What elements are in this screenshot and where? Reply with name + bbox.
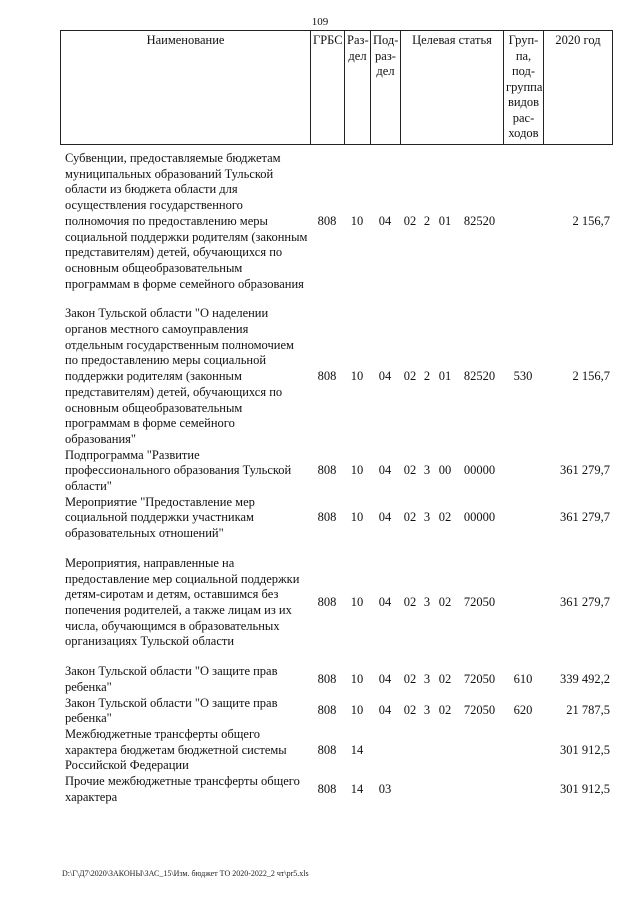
table-row <box>60 495 612 542</box>
row-expense-group <box>503 448 543 495</box>
row-expense-group <box>503 774 543 805</box>
row-name: Прочие межбюджетные трансферты общего характера <box>65 774 300 804</box>
row-expense-group: 530 <box>513 369 533 384</box>
row-amount: 361 279,7 <box>560 510 610 525</box>
file-path-footer: D:\Г\Д7\2020\ЗАКОНЫ\ЗАС_15\Изм. бюджет ТО 2020-2022_2 чт\pr5.xls <box>62 869 309 878</box>
row-expense-group: 620 <box>513 703 533 718</box>
row-target-subprogram: 3 <box>423 463 431 478</box>
row-target-program: 02 <box>403 213 417 228</box>
row-podrazdel <box>370 727 400 774</box>
row-target-subprogram: 2 <box>423 369 431 384</box>
row-name: Мероприятие "Предоставление мер социальной поддержки участникам образовательных отношений" <box>65 494 255 541</box>
row-razdel: 10 <box>350 671 364 686</box>
row-name: Подпрограмма "Развитие профессионального образования Тульской области" <box>65 447 292 494</box>
row-podrazdel: 04 <box>378 703 392 718</box>
row-expense-group <box>503 727 543 774</box>
row-grbs: 808 <box>317 742 337 757</box>
row-target-measure: 02 <box>438 703 452 718</box>
table-row <box>60 774 612 805</box>
row-razdel: 10 <box>350 463 364 478</box>
header-razdel: Раз-дел <box>345 31 371 145</box>
row-target-measure <box>434 774 456 805</box>
row-target-measure: 01 <box>438 213 452 228</box>
row-spacer <box>60 542 612 556</box>
row-name: Закон Тульской области "О защите прав ребенка" <box>65 695 278 726</box>
header-podrazdel: Под-раз-дел <box>371 31 401 145</box>
header-year-2020: 2020 год <box>544 31 613 145</box>
row-razdel: 10 <box>350 703 364 718</box>
row-grbs: 808 <box>317 781 337 796</box>
row-podrazdel: 04 <box>378 213 392 228</box>
row-razdel: 14 <box>350 742 364 757</box>
row-razdel: 14 <box>350 781 364 796</box>
row-target-program <box>400 727 420 774</box>
row-podrazdel: 03 <box>378 781 392 796</box>
row-spacer <box>60 292 612 306</box>
row-expense-group <box>503 556 543 650</box>
row-target-direction: 82520 <box>463 213 496 228</box>
row-podrazdel: 04 <box>378 369 392 384</box>
row-amount: 361 279,7 <box>560 595 610 610</box>
table-row <box>60 696 612 727</box>
row-target-measure: 02 <box>438 510 452 525</box>
row-podrazdel: 04 <box>378 671 392 686</box>
row-target-program: 02 <box>403 595 417 610</box>
row-name: Мероприятия, направленные на предоставление мер социальной поддержки детям-сиротам и детям, оставшимся без попечения родителей, а также лицам из их числа, обучающимся в образовательных организациях Тульской области <box>65 555 300 649</box>
row-podrazdel: 04 <box>378 463 392 478</box>
row-razdel: 10 <box>350 213 364 228</box>
row-expense-group: 610 <box>513 671 533 686</box>
row-target-direction: 72050 <box>463 671 496 686</box>
row-razdel: 10 <box>350 369 364 384</box>
row-grbs: 808 <box>317 369 337 384</box>
row-target-direction: 72050 <box>463 703 496 718</box>
row-grbs: 808 <box>317 703 337 718</box>
row-expense-group <box>503 151 543 292</box>
row-razdel: 10 <box>350 510 364 525</box>
row-target-direction <box>456 727 503 774</box>
row-target-subprogram <box>420 774 434 805</box>
table-row <box>60 727 612 774</box>
row-target-measure: 00 <box>438 463 452 478</box>
row-target-measure <box>434 727 456 774</box>
row-target-subprogram: 3 <box>423 595 431 610</box>
row-target-program: 02 <box>403 703 417 718</box>
row-expense-group <box>503 495 543 542</box>
row-amount: 2 156,7 <box>572 369 610 384</box>
row-target-program: 02 <box>403 463 417 478</box>
row-target-direction <box>456 774 503 805</box>
row-target-program: 02 <box>403 510 417 525</box>
row-amount: 301 912,5 <box>560 781 610 796</box>
row-name: Субвенции, предоставляемые бюджетам муниципальных образований Тульской области из бюджета области для осуществления государственного полномочия по предоставлению меры социальной поддержки родителям (законным представителям) детей, обучающихся по основным общеобразовательным программам в форме семейного образования <box>65 151 308 291</box>
row-target-program: 02 <box>403 369 417 384</box>
row-name: Закон Тульской области "О наделении органов местного самоуправления отдельным государственным полномочием по предоставлению меры социальной поддержки родителям (законным представителям) детей, обучающихся по основным общеобразовательным программам в форме семейного образования" <box>65 306 294 446</box>
header-grbs: ГРБС <box>311 31 345 145</box>
row-target-program <box>400 774 420 805</box>
row-target-subprogram: 3 <box>423 703 431 718</box>
row-target-measure: 02 <box>438 671 452 686</box>
page-number: 109 <box>311 16 329 28</box>
row-target-measure: 02 <box>438 595 452 610</box>
row-grbs: 808 <box>317 595 337 610</box>
row-amount: 301 912,5 <box>560 742 610 757</box>
row-target-subprogram: 2 <box>423 213 431 228</box>
row-name: Закон Тульской области "О защите прав ребенка" <box>65 664 278 694</box>
row-podrazdel: 04 <box>378 510 392 525</box>
row-podrazdel: 04 <box>378 595 392 610</box>
row-amount: 339 492,2 <box>560 671 610 686</box>
row-target-measure: 01 <box>438 369 452 384</box>
row-grbs: 808 <box>317 510 337 525</box>
row-razdel: 10 <box>350 595 364 610</box>
row-amount: 2 156,7 <box>572 213 610 228</box>
row-target-subprogram: 3 <box>423 510 431 525</box>
row-amount: 361 279,7 <box>560 463 610 478</box>
row-target-subprogram <box>420 727 434 774</box>
table-header <box>60 30 613 145</box>
header-expense-group: Груп-па, под-группа видов рас-ходов <box>504 31 544 145</box>
row-spacer <box>60 650 612 664</box>
row-grbs: 808 <box>317 671 337 686</box>
row-target-program: 02 <box>403 671 417 686</box>
header-target-article: Целевая статья <box>401 31 504 145</box>
row-amount: 21 787,5 <box>566 703 610 718</box>
row-target-direction: 72050 <box>463 595 496 610</box>
row-target-direction: 00000 <box>463 510 496 525</box>
row-grbs: 808 <box>317 463 337 478</box>
row-name: Межбюджетные трансферты общего характера бюджетам бюджетной системы Российской Федерации <box>65 726 287 773</box>
table-row <box>60 448 612 495</box>
row-target-direction: 82520 <box>463 369 496 384</box>
row-target-subprogram: 3 <box>423 671 431 686</box>
header-name: Наименование <box>61 31 311 145</box>
table-row <box>60 556 612 650</box>
row-grbs: 808 <box>317 213 337 228</box>
table-row <box>60 151 612 292</box>
budget-table <box>60 151 612 805</box>
row-target-direction: 00000 <box>463 463 496 478</box>
table-row <box>60 664 612 695</box>
table-row <box>60 306 612 447</box>
